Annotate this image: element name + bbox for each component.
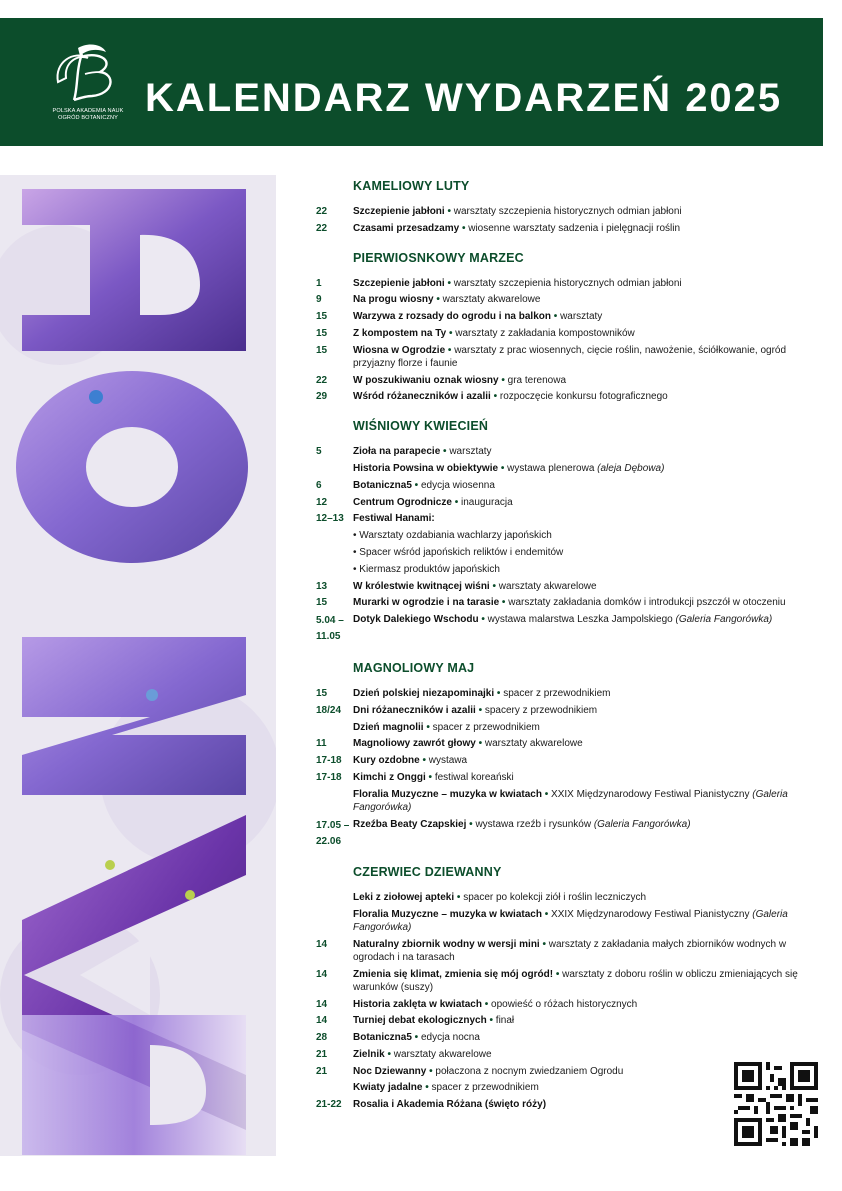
event-description xyxy=(353,479,816,492)
event-location-note: (aleja Dębowa) xyxy=(597,462,665,474)
event-row xyxy=(316,327,816,340)
event-date: 17-18 xyxy=(316,771,342,783)
pan-ob-floral-letters xyxy=(0,175,276,1156)
event-detail: warsztaty z doboru roślin w obliczu zmieniających się warunków (suszy) xyxy=(353,968,798,993)
event-row xyxy=(316,462,816,475)
event-title: Floralia Muzyczne – muzyka w kwiatach xyxy=(353,788,542,800)
event-detail: edycja wiosenna xyxy=(420,479,495,491)
event-row xyxy=(316,310,816,323)
bullet-separator: • xyxy=(498,374,508,386)
event-description xyxy=(353,771,816,784)
event-title: Rosalia i Akademia Różana (święto róży) xyxy=(353,1099,547,1111)
event-title: Kury ozdobne xyxy=(353,755,420,767)
event-date: 22 xyxy=(316,374,328,386)
month-heading: KAMELIOWY LUTY xyxy=(353,179,470,193)
event-description xyxy=(353,1031,816,1044)
event-row xyxy=(316,563,816,576)
bullet-separator: • xyxy=(498,462,508,474)
event-description xyxy=(353,374,816,387)
event-date xyxy=(316,891,353,904)
event-detail: warsztaty xyxy=(560,311,603,323)
event-detail: warsztaty xyxy=(449,446,492,458)
bullet-separator: • xyxy=(551,311,561,323)
event-description xyxy=(353,344,816,370)
event-detail: wystawa xyxy=(428,755,468,767)
event-description xyxy=(353,563,816,576)
event-title: Wśród różaneczników i azalii xyxy=(353,391,491,403)
event-date: 28 xyxy=(316,1032,328,1044)
event-date: 1 xyxy=(316,277,322,289)
event-row xyxy=(316,687,816,700)
event-date: 22 xyxy=(316,222,328,234)
event-title: Zmienia się klimat, zmienia się mój ogród! xyxy=(353,968,554,980)
event-detail: • Kiermasz produktów japońskich xyxy=(353,563,500,575)
bullet-separator: • xyxy=(454,892,464,904)
event-detail: warsztaty akwarelowe xyxy=(498,580,597,592)
event-row xyxy=(316,968,816,994)
event-row xyxy=(316,818,816,850)
event-detail: warsztaty akwarelowe xyxy=(484,738,583,750)
bullet-separator: • xyxy=(494,687,504,699)
bullet-separator: • xyxy=(411,479,421,491)
bullet-separator: • xyxy=(423,721,433,733)
event-title: Historia zaklęta w kwiatach xyxy=(353,998,482,1010)
event-date xyxy=(316,563,353,576)
page-title: KALENDARZ WYDARZEŃ 2025 xyxy=(145,76,783,120)
event-detail: • Spacer wśród japońskich reliktów i endemitów xyxy=(353,546,564,558)
event-description xyxy=(353,687,816,700)
event-description xyxy=(353,222,816,235)
event-detail: spacer z przewodnikiem xyxy=(503,687,611,699)
event-detail: • Warsztaty ozdabiania wachlarzy japońskich xyxy=(353,530,552,542)
month-heading: CZERWIEC DZIEWANNY xyxy=(353,865,502,880)
event-row xyxy=(316,788,816,814)
bullet-separator: • xyxy=(433,294,443,306)
event-description xyxy=(353,788,816,814)
event-detail: wiosenne warsztaty sadzenia i pielęgnacji roślin xyxy=(468,222,681,234)
event-date: 18/24 xyxy=(316,704,342,716)
event-row xyxy=(316,938,816,964)
bullet-separator: • xyxy=(444,277,454,289)
event-description xyxy=(353,293,816,306)
event-date: 6 xyxy=(316,479,322,491)
event-description xyxy=(353,721,816,734)
event-title: Wiosna w Ogrodzie xyxy=(353,344,446,356)
event-row xyxy=(316,390,816,403)
event-title: Centrum Ogrodnicze xyxy=(353,496,455,508)
event-description xyxy=(353,496,816,509)
bullet-separator: • xyxy=(475,704,485,716)
bullet-separator: • xyxy=(553,968,563,980)
event-date: 17.05 – 22.06 xyxy=(316,819,350,847)
event-row xyxy=(316,1031,816,1044)
event-date: 21 xyxy=(316,1048,328,1060)
event-row xyxy=(316,908,816,934)
event-detail: warsztaty szczepienia historycznych odmian jabłoni xyxy=(453,206,682,217)
event-detail: warsztaty szczepienia historycznych odmian jabłoni xyxy=(453,277,682,289)
event-date xyxy=(316,529,353,542)
event-title: Szczepienie jabłoni xyxy=(353,206,445,217)
event-description xyxy=(353,704,816,717)
event-title: Czasami przesadzamy xyxy=(353,222,460,234)
event-row xyxy=(316,445,816,458)
logo-line-1: POLSKA AKADEMIA NAUK xyxy=(52,108,124,114)
event-description xyxy=(353,277,816,290)
event-row xyxy=(316,891,816,904)
event-description xyxy=(353,205,816,218)
event-detail: warsztaty z zakładania małych zbiorników wodnych w ogrodach i na tarasach xyxy=(353,938,787,963)
event-row xyxy=(316,374,816,387)
month-spacer xyxy=(316,649,816,659)
bullet-separator: • xyxy=(539,938,549,950)
event-description xyxy=(353,1048,816,1061)
event-detail: inauguracja xyxy=(460,496,513,508)
event-location-note: (Galeria Fangorówka) xyxy=(593,818,691,830)
bullet-separator: • xyxy=(541,909,552,921)
event-detail: festiwal koreański xyxy=(434,771,514,783)
logo-line-2: OGRÓD BOTANICZNY xyxy=(58,115,118,121)
event-date: 12 xyxy=(316,496,328,508)
bullet-separator: • xyxy=(489,580,499,592)
event-title: W królestwie kwitnącej wiśni xyxy=(353,580,490,592)
event-detail: opowieść o różach historycznych xyxy=(491,998,638,1010)
bullet-separator: • xyxy=(426,1065,436,1077)
event-title: Botaniczna5 xyxy=(353,1032,412,1044)
event-title: Warzywa z rozsady do ogrodu i na balkon xyxy=(353,311,551,323)
bullet-separator: • xyxy=(419,755,429,767)
qr-code-icon[interactable] xyxy=(734,1062,818,1146)
bullet-separator: • xyxy=(490,391,500,403)
event-title: Magnoliowy zawrót głowy xyxy=(353,738,476,750)
event-date: 22 xyxy=(316,206,328,217)
bullet-separator: • xyxy=(411,1032,421,1044)
event-date: 15 xyxy=(316,687,328,699)
event-title: Dzień magnolii xyxy=(353,721,424,733)
event-detail: XXIX Międzynarodowy Festiwal Pianistyczny xyxy=(551,788,750,800)
month-heading: PIERWIOSNKOWY MARZEC xyxy=(353,250,524,265)
event-title: Z kompostem na Ty xyxy=(353,327,447,339)
event-row xyxy=(316,1014,816,1027)
bullet-separator: • xyxy=(446,327,456,339)
event-date: 12–13 xyxy=(316,513,344,525)
event-description xyxy=(353,580,816,593)
event-detail: wystawa malarstwa Leszka Jampolskiego xyxy=(487,614,673,626)
event-description xyxy=(353,1014,816,1027)
event-date: 17-18 xyxy=(316,755,342,767)
event-date xyxy=(316,721,353,734)
event-title: Rzeźba Beaty Czapskiej xyxy=(353,818,467,830)
event-description xyxy=(353,327,816,340)
event-description xyxy=(353,546,816,559)
bullet-separator: • xyxy=(466,818,476,830)
event-title: Dotyk Dalekiego Wschodu xyxy=(353,614,479,626)
month-spacer xyxy=(316,239,816,249)
event-title: Dni różaneczników i azalii xyxy=(353,704,476,716)
bullet-separator: • xyxy=(425,771,435,783)
event-date xyxy=(316,908,353,934)
event-row xyxy=(316,479,816,492)
event-title: Festiwal Hanami: xyxy=(353,513,435,525)
event-description xyxy=(353,445,816,458)
logo-emblem-icon xyxy=(48,42,124,106)
event-detail: XXIX Międzynarodowy Festiwal Pianistyczny xyxy=(551,909,750,921)
event-date: 15 xyxy=(316,344,328,356)
event-row xyxy=(316,721,816,734)
event-detail: warsztaty z prac wiosennych, cięcie roślin, nawożenie, ściółkowanie, ogród przyjazny florze i faunie xyxy=(353,344,787,369)
bullet-separator: • xyxy=(440,446,450,458)
event-date: 21-22 xyxy=(316,1099,342,1111)
event-description xyxy=(353,529,816,542)
event-description xyxy=(353,310,816,323)
event-title: Dzień polskiej niezapominajki xyxy=(353,687,495,699)
event-description xyxy=(353,968,816,994)
event-detail: wystawa rzeźb i rysunków xyxy=(475,818,592,830)
event-date: 9 xyxy=(316,294,322,306)
event-description xyxy=(353,818,816,850)
event-detail: połaczona z nocnym zwiedzaniem Ogrodu xyxy=(435,1065,624,1077)
event-title: Murarki w ogrodzie i na tarasie xyxy=(353,597,500,609)
event-row xyxy=(316,771,816,784)
event-detail: warsztaty akwarelowe xyxy=(442,294,541,306)
event-description xyxy=(353,462,816,475)
event-title: W poszukiwaniu oznak wiosny xyxy=(353,374,499,386)
event-row xyxy=(316,512,816,525)
bullet-separator: • xyxy=(444,206,454,217)
event-date: 29 xyxy=(316,391,328,403)
event-date: 14 xyxy=(316,938,328,950)
event-date xyxy=(316,1081,353,1094)
event-row xyxy=(316,529,816,542)
month-spacer xyxy=(316,407,816,417)
event-row xyxy=(316,1048,816,1061)
event-date: 14 xyxy=(316,1015,328,1027)
event-detail: spacer z przewodnikiem xyxy=(432,721,540,733)
event-row xyxy=(316,546,816,559)
event-date: 13 xyxy=(316,580,328,592)
event-detail: rozpoczęcie konkursu fotograficznego xyxy=(499,391,668,403)
event-location-note: (Galeria Fangorówka) xyxy=(353,909,788,934)
event-row xyxy=(316,613,816,645)
event-row xyxy=(316,754,816,767)
month-heading: MAGNOLIOWY MAJ xyxy=(353,660,475,675)
event-description xyxy=(353,754,816,767)
event-row xyxy=(316,293,816,306)
event-row xyxy=(316,496,816,509)
event-location-note: (Galeria Fangorówka) xyxy=(675,614,773,626)
event-description xyxy=(353,938,816,964)
event-row xyxy=(316,596,816,609)
event-detail: spacer z przewodnikiem xyxy=(431,1082,539,1094)
month-spacer xyxy=(316,853,816,863)
bullet-separator: • xyxy=(459,222,469,234)
event-title: Turniej debat ekologicznych xyxy=(353,1015,487,1027)
event-row xyxy=(316,344,816,370)
bullet-separator: • xyxy=(481,998,492,1010)
bullet-separator: • xyxy=(445,344,455,356)
bullet-separator: • xyxy=(541,788,552,800)
event-row xyxy=(316,222,816,235)
event-date: 5 xyxy=(316,446,322,458)
event-date: 21 xyxy=(316,1065,328,1077)
event-title: Na progu wiosny xyxy=(353,294,434,306)
event-title: Botaniczna5 xyxy=(353,479,412,491)
event-detail: spacery z przewodnikiem xyxy=(484,704,598,716)
event-detail: finał xyxy=(495,1015,515,1027)
event-row xyxy=(316,277,816,290)
event-row xyxy=(316,998,816,1011)
event-row xyxy=(316,205,816,218)
event-description xyxy=(353,613,816,645)
events-list xyxy=(316,177,816,1125)
event-date: 14 xyxy=(316,968,328,980)
bullet-separator: • xyxy=(486,1015,496,1027)
event-title: Zielnik xyxy=(353,1048,385,1060)
event-description xyxy=(353,596,816,609)
bullet-separator: • xyxy=(499,597,509,609)
event-title: Kwiaty jadalne xyxy=(353,1082,423,1094)
event-date: 11 xyxy=(316,738,327,750)
event-date: 5.04 – 11.05 xyxy=(316,615,344,643)
event-detail: spacer po kolekcji ziół i roślin leczniczych xyxy=(463,892,647,904)
event-date: 15 xyxy=(316,311,328,323)
event-location-note: (Galeria Fangorówka) xyxy=(353,788,788,813)
header-bar xyxy=(0,18,823,146)
event-detail: wystawa plenerowa xyxy=(507,462,595,474)
event-title: Floralia Muzyczne – muzyka w kwiatach xyxy=(353,909,542,921)
event-title: Leki z ziołowej apteki xyxy=(353,892,455,904)
bullet-separator: • xyxy=(422,1082,432,1094)
event-title: Historia Powsina w obiektywie xyxy=(353,462,499,474)
event-description xyxy=(353,998,816,1011)
decorative-banner xyxy=(0,175,276,1156)
event-description xyxy=(353,737,816,750)
event-date: 15 xyxy=(316,597,328,609)
bullet-separator: • xyxy=(475,738,485,750)
event-detail: warsztaty z zakładania kompostowników xyxy=(455,327,635,339)
event-date xyxy=(316,788,353,814)
event-description xyxy=(353,891,816,904)
event-detail: gra terenowa xyxy=(507,374,567,386)
garden-logo xyxy=(46,42,126,138)
bullet-separator: • xyxy=(454,496,461,508)
month-heading: WIŚNIOWY KWIECIEŃ xyxy=(353,419,489,434)
event-date: 15 xyxy=(316,327,328,339)
event-title: Zioła na parapecie xyxy=(353,446,441,458)
event-row xyxy=(316,737,816,750)
bullet-separator: • xyxy=(384,1048,394,1060)
event-title: Kimchi z Onggi xyxy=(353,771,426,783)
event-title: Szczepienie jabłoni xyxy=(353,277,445,289)
event-description xyxy=(353,390,816,403)
event-detail: edycja nocna xyxy=(420,1032,480,1044)
event-row xyxy=(316,704,816,717)
event-description xyxy=(353,908,816,934)
event-date xyxy=(316,462,353,475)
event-row xyxy=(316,580,816,593)
event-date xyxy=(316,546,353,559)
event-date: 14 xyxy=(316,998,328,1010)
event-title: Naturalny zbiornik wodny w wersji mini xyxy=(353,938,540,950)
event-title: Noc Dziewanny xyxy=(353,1065,427,1077)
bullet-separator: • xyxy=(478,614,488,626)
event-description xyxy=(353,512,816,525)
event-detail: warsztaty akwarelowe xyxy=(393,1048,492,1060)
event-detail: warsztaty zakładania domków i introdukcji pszczół w otoczeniu xyxy=(508,597,786,609)
